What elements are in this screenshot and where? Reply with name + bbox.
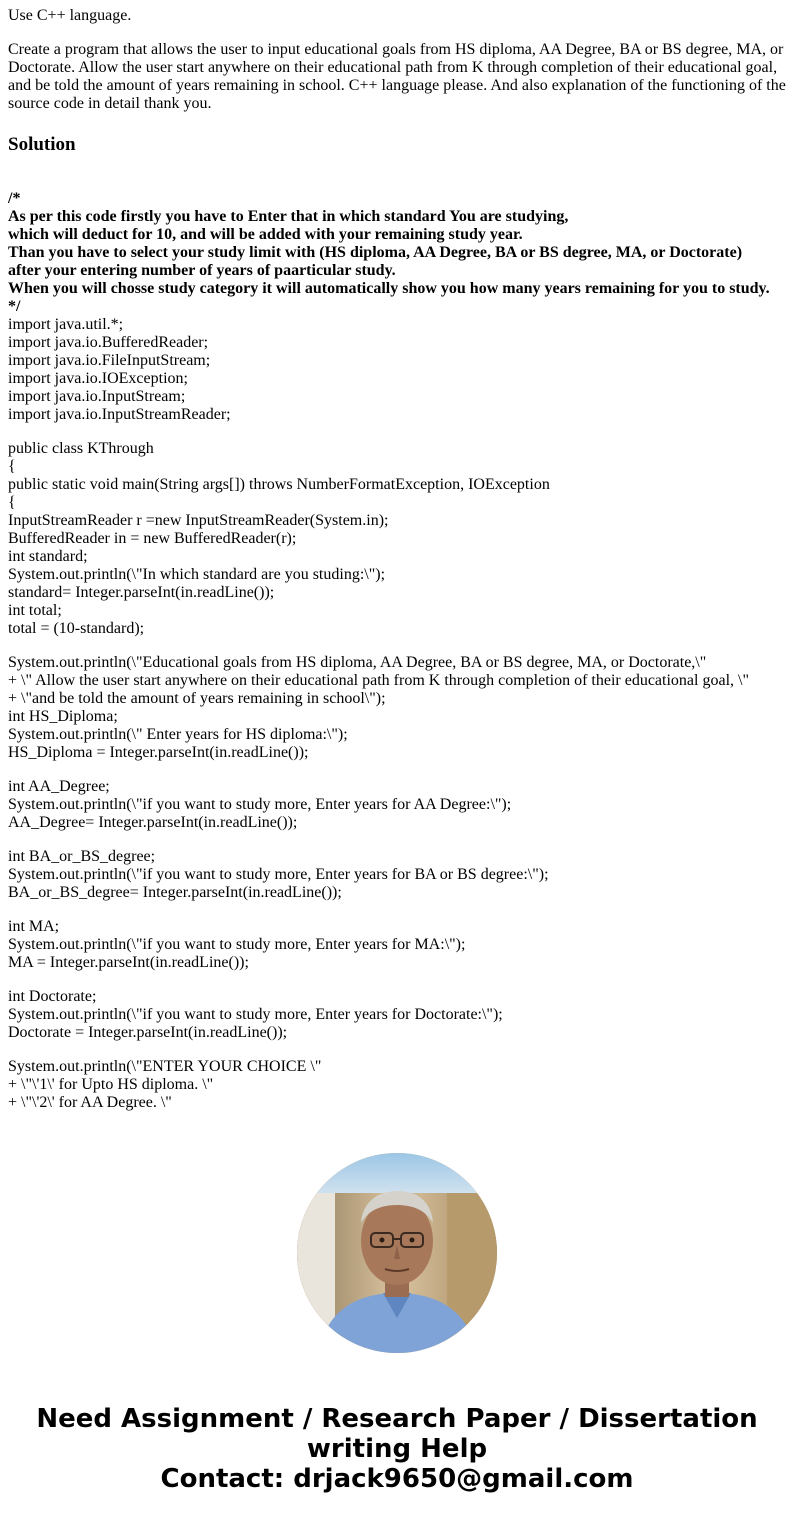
author-avatar	[297, 1153, 497, 1353]
code-line	[8, 902, 794, 918]
code-line: int HS_Diploma;	[8, 708, 118, 725]
code-line: int BA_or_BS_degree;	[8, 848, 156, 865]
code-line: MA = Integer.parseInt(in.readLine());	[8, 954, 249, 971]
code-line: System.out.println(\"if you want to study more, Enter years for AA Degree:\");	[8, 796, 512, 813]
code-line: BufferedReader in = new BufferedReader(r);	[8, 530, 297, 547]
code-line: import java.io.IOException;	[8, 370, 188, 387]
code-line: Than you have to select your study limit with (HS diploma, AA Degree, BA or BS degree, MA, or Doctorate)	[8, 244, 743, 261]
code-line: int AA_Degree;	[8, 778, 110, 795]
question-block	[8, 7, 788, 156]
code-line: int standard;	[8, 548, 88, 565]
code-line: total = (10-standard);	[8, 620, 145, 637]
code-line: import java.io.FileInputStream;	[8, 352, 211, 369]
promo-line-1: Need Assignment / Research Paper / Dissertation	[36, 1404, 758, 1434]
question-intro: Use C++ language.	[8, 7, 132, 24]
author-photo-icon	[297, 1153, 497, 1353]
solution-code	[8, 190, 794, 1122]
code-line: int MA;	[8, 918, 60, 935]
code-line: System.out.println(\"if you want to study more, Enter years for MA:\");	[8, 936, 466, 953]
promo-banner	[0, 1404, 794, 1494]
code-line: int Doctorate;	[8, 988, 97, 1005]
question-body: Create a program that allows the user to input educational goals from HS diploma, AA Degree, BA or BS degree, MA, or Doctorate. Allow the user start anywhere on their educational path from K through completion of their educational goal, and be told the amount of years remaining in school. C++ language please. And also explanation of the functioning of the source code in detail thank you.	[8, 41, 786, 112]
promo-contact: Contact: drjack9650@gmail.com	[160, 1464, 634, 1494]
code-line: + \"\'2\' for AA Degree. \"	[8, 1094, 172, 1111]
code-line: System.out.println(\"In which standard are you studing:\");	[8, 566, 386, 583]
code-line: + \" Allow the user start anywhere on their educational path from K through completion of their educational goal, \"	[8, 672, 749, 689]
code-line: System.out.println(\"Educational goals from HS diploma, AA Degree, BA or BS degree, MA, or Doctorate,\"	[8, 654, 707, 671]
code-line: As per this code firstly you have to Enter that in which standard You are studying,	[8, 208, 569, 225]
code-line: + \"\'1\' for Upto HS diploma. \"	[8, 1076, 214, 1093]
code-line: + \"and be told the amount of years remaining in school\");	[8, 690, 386, 707]
code-line	[8, 638, 794, 654]
code-line: System.out.println(\" Enter years for HS diploma:\");	[8, 726, 348, 743]
code-line: System.out.println(\"if you want to study more, Enter years for BA or BS degree:\");	[8, 866, 549, 883]
code-line: import java.util.*;	[8, 316, 124, 333]
code-line: BA_or_BS_degree= Integer.parseInt(in.readLine());	[8, 884, 342, 901]
code-line: public static void main(String args[]) throws NumberFormatException, IOException	[8, 476, 550, 493]
code-line	[8, 1042, 794, 1058]
promo-line-2: writing Help	[306, 1434, 488, 1464]
code-line: System.out.println(\"if you want to study more, Enter years for Doctorate:\");	[8, 1006, 503, 1023]
code-line: System.out.println(\"ENTER YOUR CHOICE \"	[8, 1058, 322, 1075]
code-line: public class KThrough	[8, 440, 154, 457]
code-line: {	[8, 494, 16, 511]
code-line: HS_Diploma = Integer.parseInt(in.readLine());	[8, 744, 309, 761]
code-line: When you will chosse study category it will automatically show you how many years remaining for you to study.	[8, 280, 770, 297]
code-line: import java.io.InputStreamReader;	[8, 406, 231, 423]
code-line: import java.io.BufferedReader;	[8, 334, 209, 351]
code-line	[8, 832, 794, 848]
code-line: which will deduct for 10, and will be added with your remaining study year.	[8, 226, 523, 243]
code-line: import java.io.InputStream;	[8, 388, 186, 405]
code-line	[8, 972, 794, 988]
code-line: /*	[8, 190, 21, 207]
code-body-block	[8, 316, 794, 1112]
code-line: */	[8, 298, 21, 315]
code-line: standard= Integer.parseInt(in.readLine());	[8, 584, 275, 601]
code-line: int total;	[8, 602, 62, 619]
code-line: {	[8, 458, 16, 475]
code-line	[8, 424, 794, 440]
code-line: Doctorate = Integer.parseInt(in.readLine());	[8, 1024, 288, 1041]
code-line	[8, 762, 794, 778]
solution-heading: Solution	[8, 134, 76, 155]
code-comment-block	[8, 190, 794, 316]
code-line: AA_Degree= Integer.parseInt(in.readLine());	[8, 814, 298, 831]
code-line: InputStreamReader r =new InputStreamReader(System.in);	[8, 512, 389, 529]
code-line: after your entering number of years of paarticular study.	[8, 262, 396, 279]
